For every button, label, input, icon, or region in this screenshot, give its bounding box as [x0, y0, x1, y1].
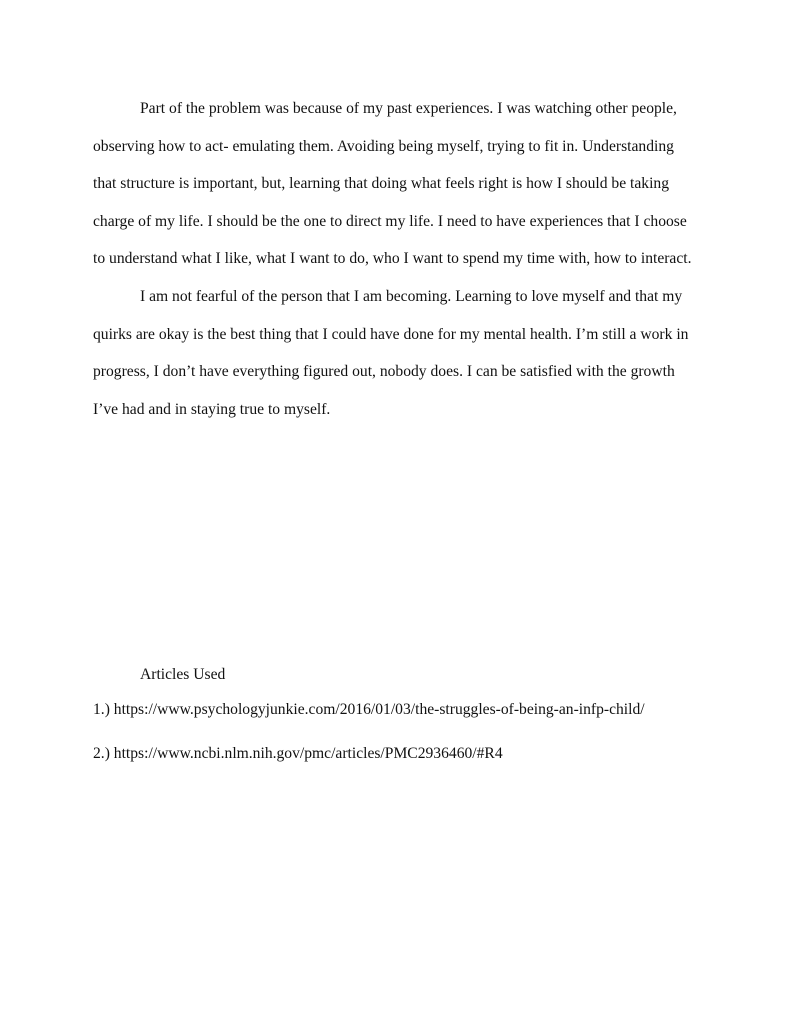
article-list [93, 697, 733, 767]
article-reference: 1.) https://www.psychologyjunkie.com/2016/01/03/the-struggles-of-being-an-infp-child/ [93, 701, 645, 718]
paragraph: I am not fearful of the person that I am becoming. Learning to love myself and that my quirks are okay is the best thing that I could have done for my mental health. I’m still a work in progress, I don’t have everything figured out, nobody does. I can be satisfied with the growth I’ve had and in staying true to myself. [93, 287, 689, 418]
article-reference: 2.) https://www.ncbi.nlm.nih.gov/pmc/articles/PMC2936460/#R4 [93, 745, 503, 762]
paragraph: Part of the problem was because of my past experiences. I was watching other people, observing how to act- emulating them. Avoiding being myself, trying to fit in. Understanding that structure is important, but, learning that doing what feels right is how I should be taking charge of my life. I should be the one to direct my life. I need to have experiences that I choose to understand what I like, what I want to do, who I want to spend my time with, how to interact. [93, 100, 692, 268]
document-body [93, 90, 698, 428]
articles-section [93, 662, 733, 767]
articles-heading: Articles Used [140, 666, 226, 683]
